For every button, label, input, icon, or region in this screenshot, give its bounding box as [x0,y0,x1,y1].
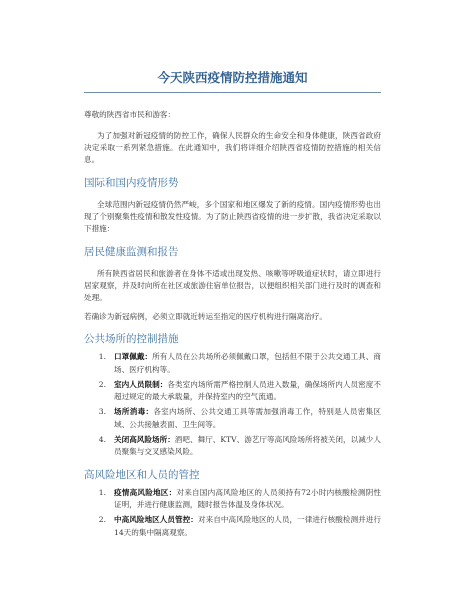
situation-paragraph: 全球范围内新冠疫情仍然严峻，多个国家和地区爆发了新的疫情。国内疫情形势也出现了个别聚集性疫情和散发性疫情。为了防止陕西省疫情的进一步扩散，我省决定采取以下措施： [84,199,381,234]
section-heading-high-risk-control: 高风险地区和人员的管控 [84,468,200,481]
list-number: 2. [98,379,106,389]
list-item-label: 疫情高风险地区： [114,487,177,497]
list-item-label: 场所消毒： [114,407,154,417]
list-item [84,514,381,539]
document-title: 今天陕西疫情防控措施通知 [84,70,381,93]
list-number: 1. [98,352,106,362]
list-item [84,351,381,376]
health-monitoring-note: 若确诊为新冠病例，必须立即就近转运至指定的医疗机构进行隔离治疗。 [84,311,327,321]
section-heading-public-places: 公共场所的控制措施 [84,333,179,346]
list-number: 2. [98,515,106,525]
high-risk-list [84,487,381,539]
list-item [84,487,381,512]
list-item-text: 所有人员在公共场所必须佩戴口罩，包括但不限于公共交通工具、商场、医疗机构等。 [114,352,382,374]
list-number: 1. [98,487,106,497]
list-item [84,434,381,459]
list-item-text: 各室内场所、公共交通工具等需加强消毒工作，特别是人员密集区域、公共接触表面、卫生间等。 [114,407,382,429]
salutation: 尊敬的陕西省市民和游客： [84,110,176,119]
list-item-label: 关闭高风险场所： [114,435,175,445]
list-number: 4. [98,435,106,445]
list-item-text: 对来自国内高风险地区的人员须持有72小时内核酸检测阴性证明，并进行健康监测，随时报告体温及身体状况。 [114,487,381,510]
list-number: 3. [98,407,106,417]
section-heading-health-monitoring: 居民健康监测和报告 [84,245,179,258]
list-item-text: 各类室内场所需严格控制人员进入数量，确保场所内人员密度不超过规定的最大承载量，并保持室内的空气流通。 [114,379,382,402]
list-item-text: 酒吧、舞厅、KTV、游艺厅等高风险场所将被关闭，以减少人员聚集与交叉感染风险。 [114,435,381,457]
list-item [84,379,381,404]
section-heading-situation: 国际和国内疫情形势 [84,176,179,189]
list-item-label: 口罩佩戴： [114,352,153,362]
public-places-list [84,351,381,458]
list-item-label: 中高风险地区人员管控： [114,515,198,525]
list-item-text: 对来自中高风险地区的人员，一律进行核酸检测并进行14天的集中隔离观察。 [114,515,382,537]
health-monitoring-paragraph: 所有陕西省居民和旅游者在身体不适或出现发热、咳嗽等呼吸道症状时，请立即进行居家观察，并及时向所在社区或旅游住宿单位报告，以便组织相关部门进行及时的调查和处理。 [84,268,381,303]
list-item-label: 室内人员限制： [114,379,168,389]
list-item [84,406,381,431]
intro-paragraph: 为了加强对新冠疫情的防控工作，确保人民群众的生命安全和身体健康，陕西省政府决定采取一系列紧急措施。在此通知中，我们将详细介绍陕西省疫情防控措施的相关信息。 [84,130,381,165]
